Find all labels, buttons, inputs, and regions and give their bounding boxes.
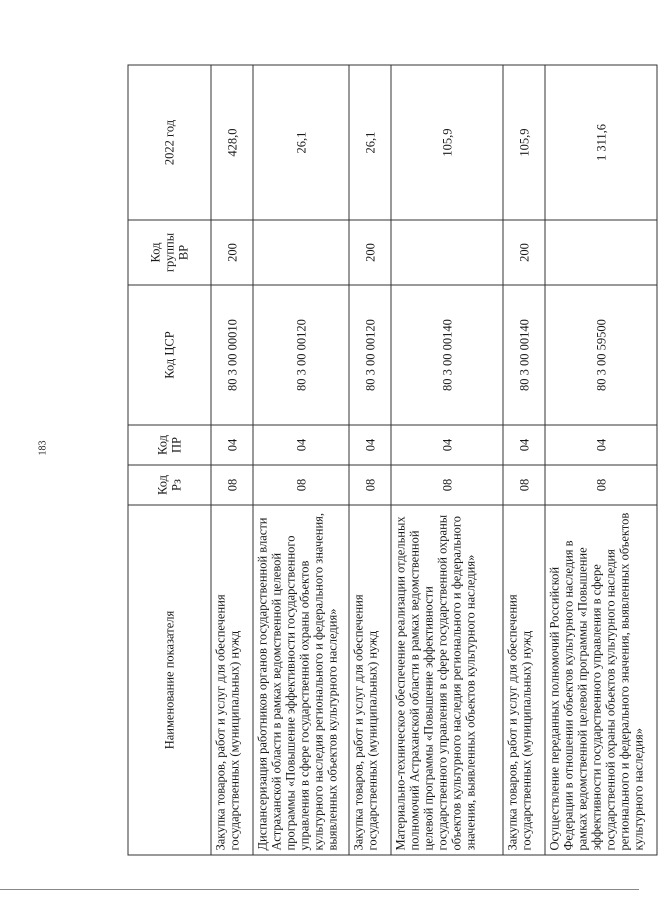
row-value-cell: 428,0 (211, 65, 253, 220)
row-rz-cell: 08 (391, 465, 503, 505)
budget-table-rotated (128, 65, 646, 855)
page-number: 183 (37, 440, 49, 456)
header-pr: Код ПР (128, 425, 211, 465)
table-row (211, 65, 253, 855)
row-rz-cell: 08 (253, 465, 349, 505)
row-pr-cell: 04 (503, 425, 545, 465)
row-rz-cell: 08 (211, 465, 253, 505)
row-value-cell: 105,9 (391, 65, 503, 220)
header-rz: Код Рз (128, 465, 211, 505)
row-pr-cell: 04 (253, 425, 349, 465)
row-pr-cell: 04 (349, 425, 391, 465)
scan-edge-line (0, 889, 639, 890)
row-name-cell: Диспансеризация работников органов государственной власти Астраханской области в рамках ведомственной целевой программы «Повышение эффективности государственного управления в сфере государственной охраны объектов культурного наследия регионального и федерального значения, выявленных объектов культурного наследия» (253, 505, 349, 855)
row-name-cell: Материально-техническое обеспечение реализации отдельных полномочий Астраханской области в рамках ведомственной целевой программы «Повышение эффективности государственного управления в сфере государственной охраны объектов культурного наследия регионального и федерального значения, выявленных объектов культурного наследия» (391, 505, 503, 855)
row-name-cell: Осуществление переданных полномочий Российской Федерации в отношении объектов культурного наследия в рамках ведомственной целевой программы «Повышение эффективности государственного управления в сфере государственной охраны объектов культурного наследия регионального и федерального значения, выявленных объектов культурного наследия» (545, 505, 657, 855)
row-rz-cell: 08 (349, 465, 391, 505)
header-csr: Код ЦСР (128, 285, 211, 425)
table-header-row (128, 65, 211, 855)
budget-table (128, 64, 658, 855)
row-vr-cell (391, 220, 503, 285)
row-value-cell: 26,1 (349, 65, 391, 220)
row-csr-cell: 80 3 00 00140 (503, 285, 545, 425)
row-pr-cell: 04 (545, 425, 657, 465)
row-value-cell: 1 311,6 (545, 65, 657, 220)
row-value-cell: 26,1 (253, 65, 349, 220)
row-csr-cell: 80 3 00 00120 (349, 285, 391, 425)
row-name-cell: Закупка товаров, работ и услуг для обеспечения государственных (муниципальных) нужд (503, 505, 545, 855)
row-rz-cell: 08 (545, 465, 657, 505)
row-pr-cell: 04 (211, 425, 253, 465)
table-row (503, 65, 545, 855)
row-csr-cell: 80 3 00 59500 (545, 285, 657, 425)
row-name-cell: Закупка товаров, работ и услуг для обеспечения государственных (муниципальных) нужд (211, 505, 253, 855)
table-row (349, 65, 391, 855)
row-csr-cell: 80 3 00 00140 (391, 285, 503, 425)
table-row (545, 65, 657, 855)
header-vr: Код группы ВР (128, 220, 211, 285)
row-name-cell: Закупка товаров, работ и услуг для обеспечения государственных (муниципальных) нужд (349, 505, 391, 855)
row-csr-cell: 80 3 00 00120 (253, 285, 349, 425)
row-pr-cell: 04 (391, 425, 503, 465)
row-vr-cell: 200 (211, 220, 253, 285)
row-vr-cell (253, 220, 349, 285)
row-vr-cell: 200 (503, 220, 545, 285)
row-value-cell: 105,9 (503, 65, 545, 220)
row-vr-cell (545, 220, 657, 285)
header-name: Наименование показателя (128, 505, 211, 855)
row-rz-cell: 08 (503, 465, 545, 505)
table-row (253, 65, 349, 855)
table-row (391, 65, 503, 855)
header-year: 2022 год (128, 65, 211, 220)
row-vr-cell: 200 (349, 220, 391, 285)
row-csr-cell: 80 3 00 00010 (211, 285, 253, 425)
